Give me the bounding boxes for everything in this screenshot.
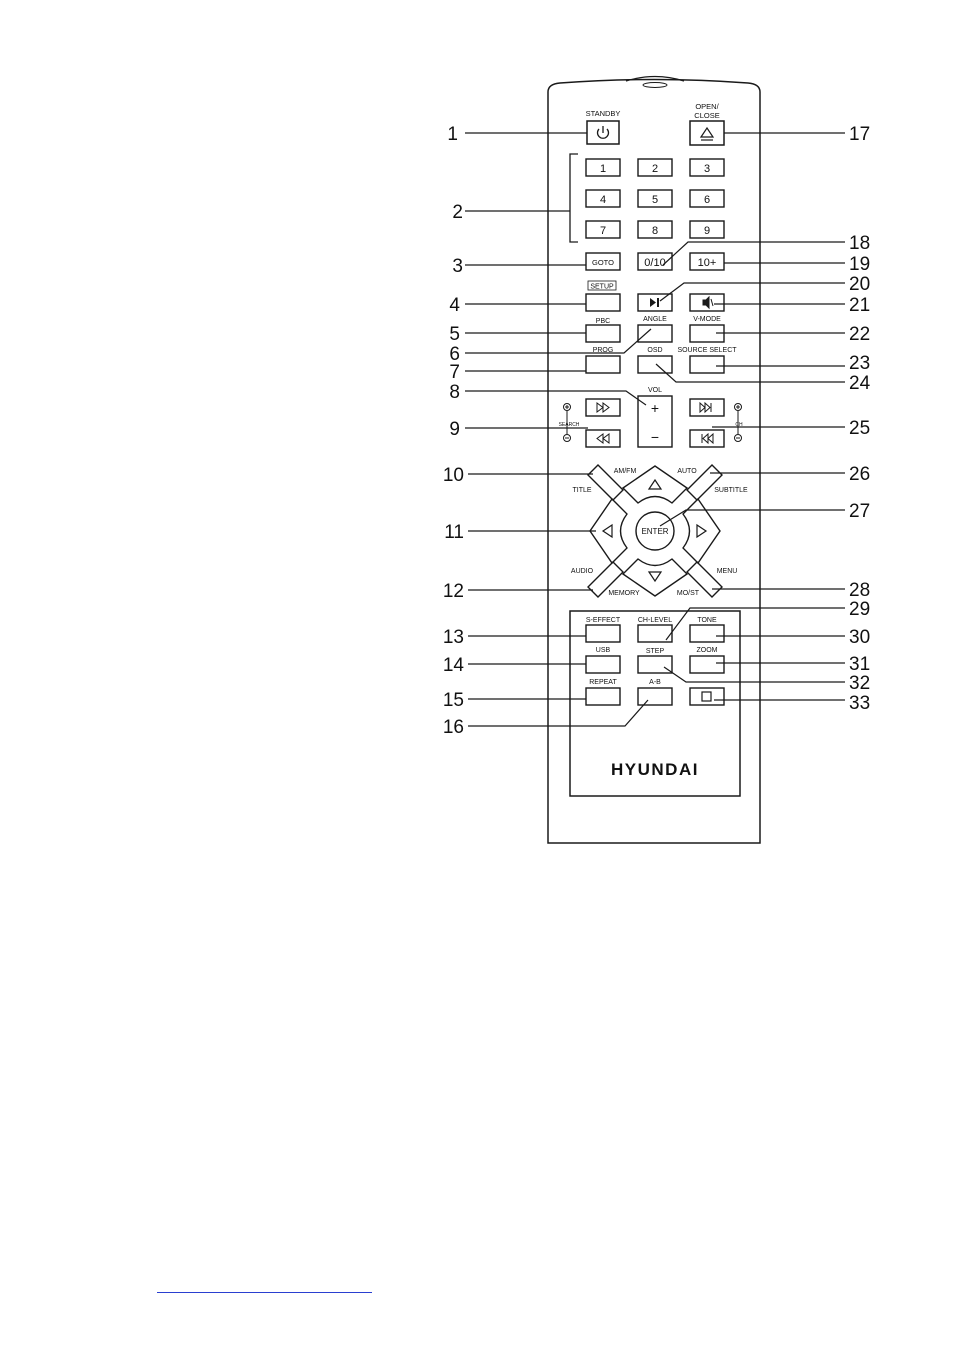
a-b-label: A-B [649,679,661,686]
callout-24: 24 [849,373,871,394]
mute-icon [703,297,713,308]
tone-label: TONE [697,617,717,624]
next-track-icon [700,403,711,412]
callout-4: 4 [449,295,460,316]
ch-label: CH [735,422,743,428]
arrow-left-icon [603,525,612,537]
subtitle-label: SUBTITLE [714,487,748,494]
fast-rewind-icon [597,434,609,443]
prog-button[interactable] [586,356,620,373]
osd-button[interactable] [638,356,672,373]
next-track-button[interactable] [690,399,724,416]
am-fm-label: AM/FM [613,468,637,475]
numeric-bracket [570,154,578,242]
vol-label: VOL [647,387,663,394]
callout-5: 5 [449,324,460,345]
callout-1: 1 [447,124,458,145]
callout-9: 9 [449,419,460,440]
usb-button[interactable] [586,656,620,673]
callout-25: 25 [849,418,871,439]
stop-button[interactable] [690,688,724,705]
setup-button[interactable] [586,294,620,311]
key-9-label: 9 [703,225,711,237]
key-4-label: 4 [599,194,607,206]
callout-2: 2 [452,202,463,223]
eject-icon [701,128,713,140]
pbc-label: PBC [595,318,611,325]
stop-icon [702,692,711,701]
callout-12: 12 [442,581,464,602]
key-6-label: 6 [703,194,711,206]
title-label: TITLE [572,487,592,494]
leader-32 [664,667,845,682]
arrow-right-icon [697,525,706,537]
key-2-label: 2 [651,163,659,175]
standby-label: STANDBY [585,109,621,118]
angle-button[interactable] [638,325,672,342]
key-0-10-label: 0/10 [644,257,666,269]
key-3-label: 3 [703,163,711,175]
key-10-plus-label: 10+ [697,257,717,269]
previous-track-button[interactable] [690,430,724,447]
callout-22: 22 [849,324,871,345]
enter-label: ENTER [641,527,669,536]
leader-20 [660,283,845,301]
callout-19: 19 [849,254,871,275]
setup-label-text: SETUP [590,283,614,291]
play-pause-icon [650,298,659,307]
s-effect-button[interactable] [586,625,620,642]
repeat-button[interactable] [586,688,620,705]
v-mode-label: V-MODE [693,316,721,323]
open-close-button[interactable] [690,121,724,145]
arrow-down-icon [649,572,661,581]
osd-label: OSD [647,347,663,354]
callout-18: 18 [849,233,871,254]
tone-button[interactable] [690,625,724,642]
s-effect-label: S-EFFECT [585,617,621,624]
leader-24 [656,364,845,382]
callout-21: 21 [849,295,871,316]
leader-29 [666,608,845,640]
numeric-keypad [586,159,724,238]
callout-27: 27 [849,501,871,522]
angle-label: ANGLE [643,316,667,323]
vol-minus-label: − [650,429,660,445]
zoom-label: ZOOM [696,647,718,654]
key-8-label: 8 [651,225,659,237]
footer-link-underline[interactable] [157,1276,372,1293]
callout-17: 17 [849,124,871,145]
open-close-label-line2: CLOSE [694,111,720,120]
previous-track-icon [702,434,713,443]
callout-32: 32 [849,673,871,694]
search-label: SEARCH [558,422,580,428]
key-1-label: 1 [599,163,607,175]
arrow-up-icon [649,480,661,489]
callout-8: 8 [449,382,460,403]
vol-plus-label: + [650,400,660,416]
menu-label: MENU [716,568,738,575]
key-5-label: 5 [651,194,659,206]
callout-15: 15 [442,690,464,711]
step-button[interactable] [638,656,672,673]
callout-33: 33 [849,693,871,714]
power-icon [598,126,609,138]
callout-20: 20 [849,274,871,295]
key-7-label: 7 [599,225,607,237]
callout-7: 7 [449,362,460,383]
zoom-button[interactable] [690,656,724,673]
brand-logo: HYUNDAI [611,760,699,779]
source-select-label: SOURCE SELECT [677,347,737,354]
memory-label: MEMORY [608,590,640,597]
callout-11: 11 [444,522,464,543]
step-label: STEP [645,648,665,655]
callout-30: 30 [849,627,871,648]
prog-label: PROG [592,347,614,354]
callout-14: 14 [442,655,464,676]
callout-23: 23 [849,353,871,374]
callout-29: 29 [849,599,871,620]
ch-level-label: CH-LEVEL [637,617,673,624]
fast-forward-icon [597,403,609,412]
callout-3: 3 [452,256,463,277]
callout-13: 13 [442,627,464,648]
callout-10: 10 [442,465,464,486]
callout-26: 26 [849,464,871,485]
remote-body [548,77,760,844]
audio-label: AUDIO [570,568,594,575]
usb-label: USB [595,647,611,654]
a-b-button[interactable] [638,688,672,705]
leader-16 [468,700,648,726]
callout-6: 6 [449,344,460,365]
mo-st-label: MO/ST [676,590,700,597]
open-close-label-line1: OPEN/ [695,102,719,111]
leader-8 [465,391,646,405]
goto-label: GOTO [592,258,614,267]
callout-31: 31 [849,654,871,675]
auto-label: AUTO [677,468,697,475]
callout-28: 28 [849,580,871,601]
nav-right-button[interactable] [683,499,720,563]
repeat-label: REPEAT [589,679,617,686]
callout-16: 16 [442,717,464,738]
pbc-button[interactable] [586,325,620,342]
source-select-button[interactable] [690,356,724,373]
